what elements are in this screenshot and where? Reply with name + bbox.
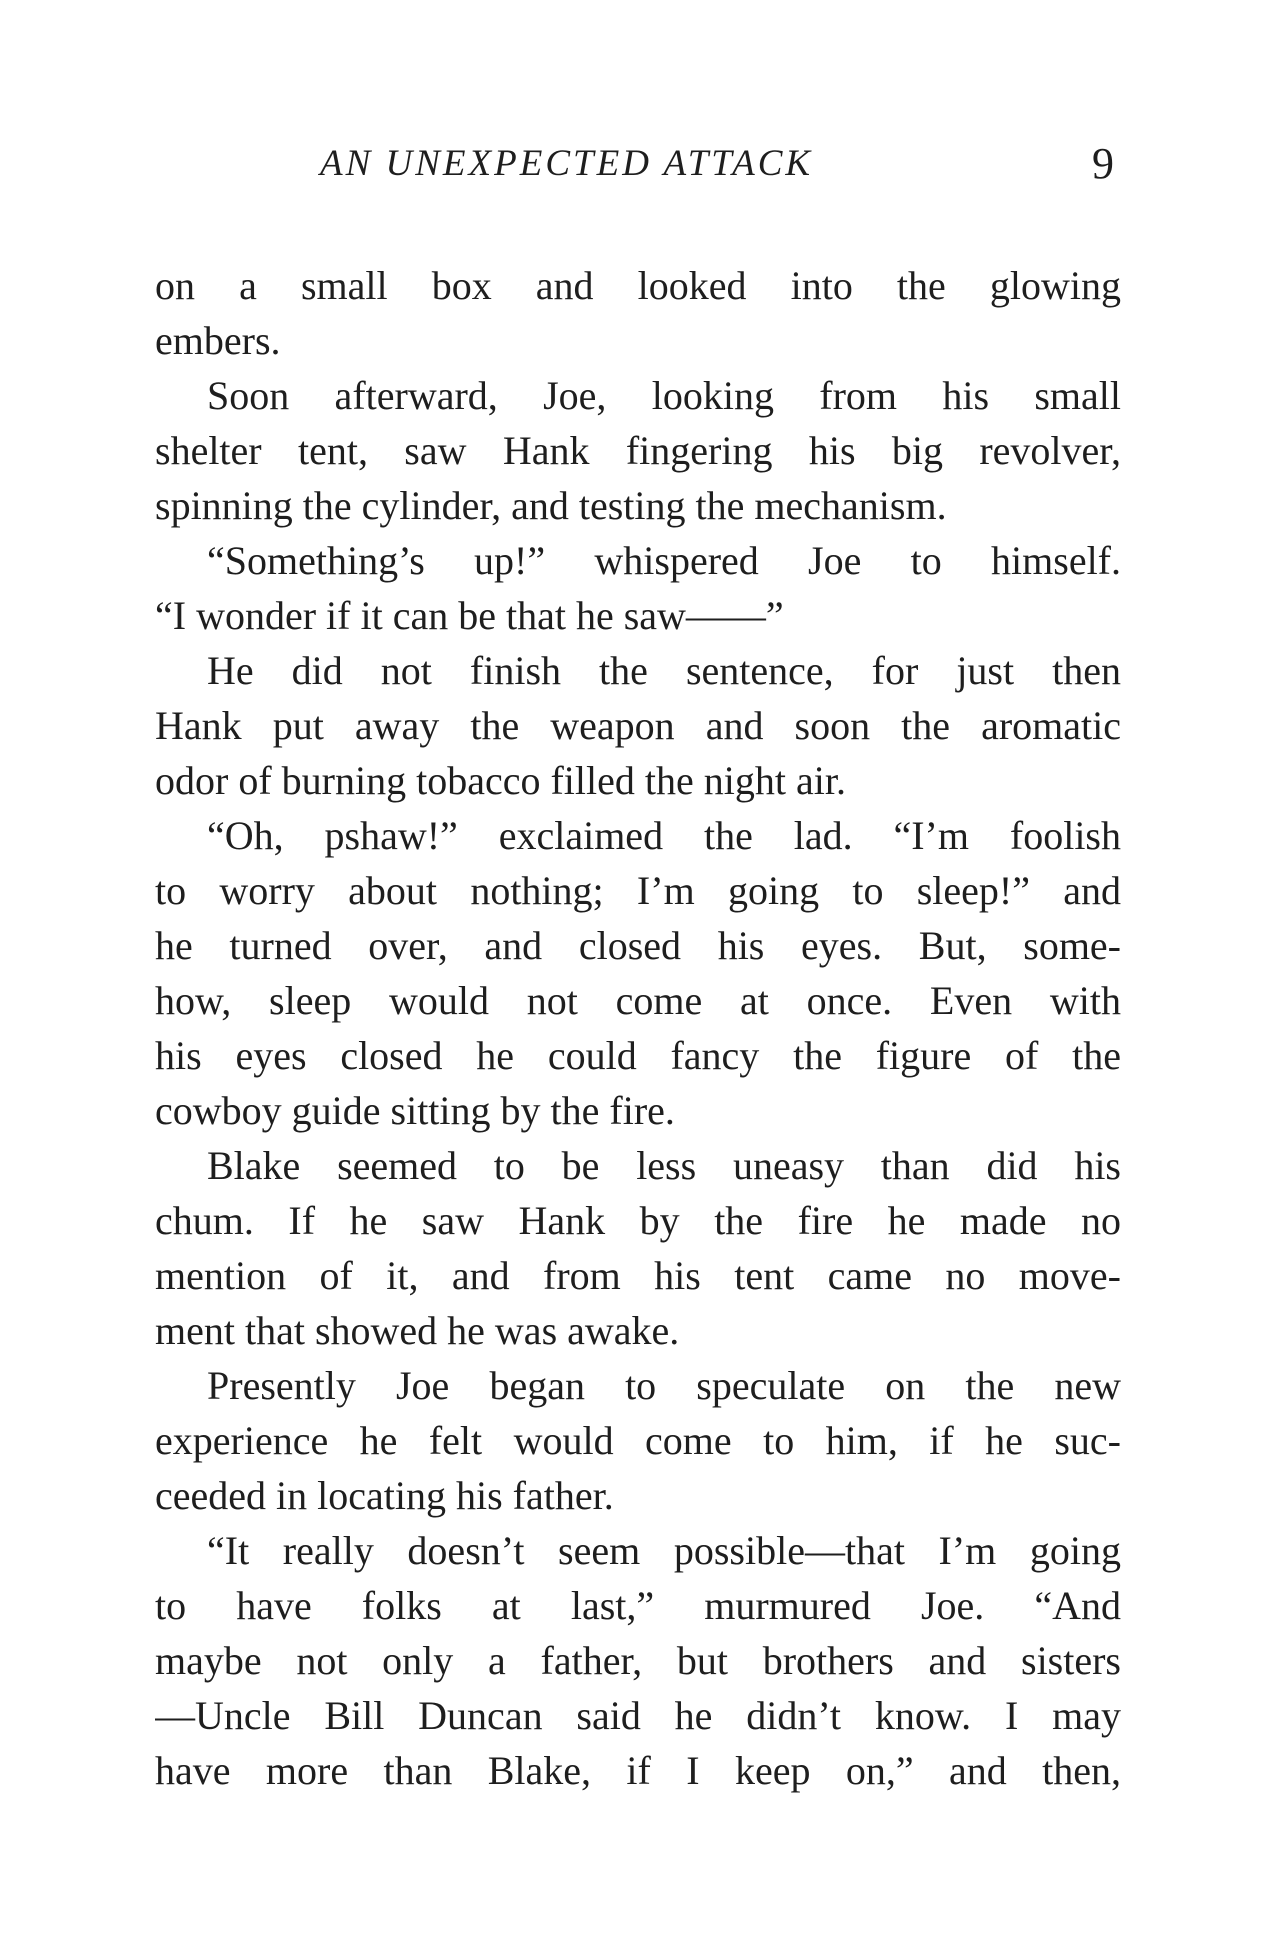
text-line: “It really doesn’t seem possible—that I’m going <box>207 1528 1121 1573</box>
text-line: to worry about nothing; I’m going to sleep!” and <box>155 868 1121 913</box>
text-line: maybe not only a father, but brothers and sisters <box>155 1638 1121 1683</box>
text-line: odor of burning tobacco filled the night air. <box>155 758 846 803</box>
text-line: —Uncle Bill Duncan said he didn’t know. I may <box>155 1693 1121 1738</box>
text-line: have more than Blake, if I keep on,” and then, <box>155 1748 1121 1793</box>
text-line: embers. <box>155 318 281 363</box>
text-line: ceeded in locating his father. <box>155 1473 614 1518</box>
text-line: on a small box and looked into the glowing <box>155 263 1121 308</box>
text-line: ment that showed he was awake. <box>155 1308 680 1353</box>
running-header <box>150 138 1130 208</box>
text-line: how, sleep would not come at once. Even with <box>155 978 1121 1023</box>
text-line: his eyes closed he could fancy the figure of the <box>155 1033 1121 1078</box>
text-line: Blake seemed to be less uneasy than did his <box>207 1143 1121 1188</box>
running-title: AN UNEXPECTED ATTACK <box>320 143 814 184</box>
text-line: mention of it, and from his tent came no move- <box>155 1253 1121 1298</box>
body-text <box>155 258 1121 1798</box>
text-line: shelter tent, saw Hank fingering his big revolver, <box>155 428 1121 473</box>
text-line: experience he felt would come to him, if he suc- <box>155 1418 1121 1463</box>
text-line: chum. If he saw Hank by the fire he made no <box>155 1198 1121 1243</box>
text-line: spinning the cylinder, and testing the mechanism. <box>155 483 947 528</box>
page-number: 9 <box>1092 139 1114 188</box>
text-line: Soon afterward, Joe, looking from his small <box>207 373 1121 418</box>
text-line: “Oh, pshaw!” exclaimed the lad. “I’m foolish <box>207 813 1121 858</box>
text-line: he turned over, and closed his eyes. But, some- <box>155 923 1121 968</box>
text-line: Hank put away the weapon and soon the aromatic <box>155 703 1121 748</box>
text-line: He did not finish the sentence, for just then <box>207 648 1121 693</box>
text-line: cowboy guide sitting by the fire. <box>155 1088 675 1133</box>
text-line: Presently Joe began to speculate on the new <box>207 1363 1121 1408</box>
text-line: “Something’s up!” whispered Joe to himself. <box>207 538 1121 583</box>
text-line: “I wonder if it can be that he saw——” <box>155 593 784 638</box>
text-line: to have folks at last,” murmured Joe. “And <box>155 1583 1121 1628</box>
